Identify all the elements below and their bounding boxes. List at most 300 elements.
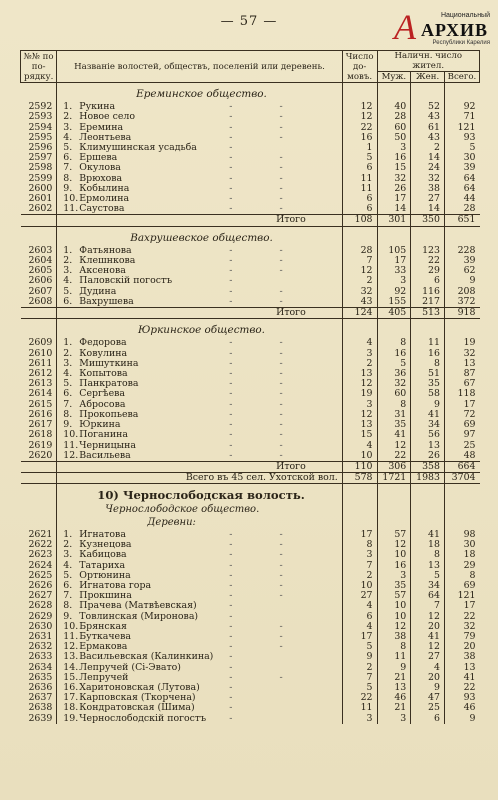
total-cell <box>444 484 479 503</box>
leader-dashes: - - <box>229 630 305 642</box>
houses-cell <box>342 83 377 103</box>
header-name: Названіе волостей, обществъ, поселеній или деревень. <box>57 51 342 83</box>
female-cell: 8 <box>411 359 445 369</box>
male-cell: 105 <box>377 246 411 256</box>
female-cell: 4 <box>411 663 445 673</box>
total-cell <box>444 226 479 246</box>
name-cell <box>57 204 342 215</box>
houses-cell: 578 <box>342 473 377 484</box>
settlement-name: Ермакова <box>79 641 128 653</box>
female-cell: 51 <box>411 369 445 379</box>
total-cell: 8 <box>469 569 476 581</box>
total-cell: 97 <box>463 429 476 441</box>
houses-cell: 15 <box>342 430 377 440</box>
settlement-name: Мишуткина <box>79 357 139 369</box>
female-cell: 47 <box>411 693 445 703</box>
houses-cell: 110 <box>342 461 377 472</box>
female-cell: 61 <box>411 123 445 133</box>
female-cell: 29 <box>411 266 445 276</box>
houses-cell: 43 <box>342 297 377 308</box>
total-cell: 71 <box>463 111 476 123</box>
num-cell: 2633 <box>21 652 57 662</box>
female-cell: 5 <box>411 571 445 581</box>
houses-cell: 2 <box>342 276 377 286</box>
male-cell <box>377 484 411 503</box>
settlement-name: Леонтьева <box>79 131 132 143</box>
houses-cell: 7 <box>342 673 377 683</box>
heading-text: Вахрушевское общество. <box>130 231 273 244</box>
male-cell: 17 <box>377 194 411 204</box>
item-index: 19. <box>63 712 79 724</box>
leader-dashes: - - <box>229 337 305 349</box>
houses-cell: 3 <box>342 714 377 724</box>
houses-cell: 28 <box>342 246 377 256</box>
total-cell: 62 <box>463 265 476 277</box>
male-cell: 32 <box>377 379 411 389</box>
item-index: 11. <box>63 203 79 215</box>
num-cell: 2625 <box>21 571 57 581</box>
male-cell: 22 <box>377 451 411 462</box>
houses-cell: 16 <box>342 133 377 143</box>
settlement-name: Буткачева <box>79 630 131 642</box>
male-cell: 60 <box>377 123 411 133</box>
item-index: 2. <box>63 255 73 267</box>
num-cell <box>21 308 57 319</box>
total-cell: 38 <box>463 651 476 663</box>
heading-text: 10) Чернослободская волость. <box>97 488 305 503</box>
total-label: Итого <box>57 215 342 226</box>
leader-dashes: - <box>229 661 255 673</box>
total-label: Всего въ 45 сел. Ухотской вол. <box>57 473 342 484</box>
item-index: 12. <box>63 641 79 653</box>
num-cell: 2635 <box>21 673 57 683</box>
houses-cell: 11 <box>342 174 377 184</box>
heading-text: Чернослободское общество. <box>105 503 260 515</box>
female-cell: 513 <box>411 308 445 319</box>
houses-cell: 2 <box>342 663 377 673</box>
settlement-name: Карповская (Ткорчена) <box>79 692 196 704</box>
archive-logo <box>392 6 492 48</box>
total-cell: 93 <box>463 692 476 704</box>
table-row <box>21 451 480 462</box>
total-cell: 5 <box>469 142 476 154</box>
female-cell <box>411 83 445 103</box>
settlement-name: Сергѣева <box>79 388 125 400</box>
female-cell <box>411 503 445 517</box>
item-index: 8. <box>63 408 73 420</box>
houses-cell: 19 <box>342 389 377 399</box>
item-index: 2. <box>63 539 73 551</box>
leader-dashes: - <box>229 712 255 724</box>
male-cell: 3 <box>377 714 411 724</box>
total-cell: 121 <box>457 590 476 602</box>
total-cell: 651 <box>444 215 479 226</box>
item-index: 3. <box>63 121 73 133</box>
female-cell: 12 <box>411 612 445 622</box>
female-cell: 64 <box>411 591 445 601</box>
female-cell: 34 <box>411 581 445 591</box>
item-index: 15. <box>63 671 79 683</box>
female-cell: 116 <box>411 287 445 297</box>
houses-cell: 5 <box>342 153 377 163</box>
male-cell: 301 <box>377 215 411 226</box>
item-index: 1. <box>63 244 73 256</box>
settlement-name: Кабицова <box>79 549 127 561</box>
item-index: 11. <box>63 630 79 642</box>
leader-dashes: - - <box>229 549 305 561</box>
leader-dashes: - <box>229 275 255 287</box>
houses-cell: 4 <box>342 338 377 348</box>
houses-cell: 3 <box>342 400 377 410</box>
item-index: 17. <box>63 692 79 704</box>
item-index: 3. <box>63 265 73 277</box>
houses-cell: 4 <box>342 622 377 632</box>
female-cell: 43 <box>411 133 445 143</box>
male-cell: 35 <box>377 420 411 430</box>
num-cell: 2615 <box>21 400 57 410</box>
name-cell <box>57 451 342 462</box>
settlement-name: Товлинская (Миронова) <box>79 610 199 622</box>
subtotal-row <box>21 215 480 226</box>
leader-dashes: - - <box>229 285 305 297</box>
female-cell: 1983 <box>411 473 445 484</box>
leader-dashes: - - <box>229 101 305 113</box>
num-cell: 2598 <box>21 163 57 173</box>
total-cell: 92 <box>463 101 476 113</box>
item-index: 4. <box>63 368 73 380</box>
num-cell: 2610 <box>21 349 57 359</box>
table-row <box>21 204 480 215</box>
male-cell: 3 <box>377 143 411 153</box>
item-index: 1. <box>63 101 73 113</box>
houses-cell: 2 <box>342 571 377 581</box>
settlement-name: Брянская <box>79 620 127 632</box>
settlement-name: Клешнкова <box>79 255 136 267</box>
female-cell: 52 <box>411 102 445 112</box>
num-cell: 2616 <box>21 410 57 420</box>
item-index: 9. <box>63 419 73 431</box>
leader-dashes: - - <box>229 569 305 581</box>
num-cell: 2623 <box>21 550 57 560</box>
houses-cell: 13 <box>342 369 377 379</box>
houses-cell <box>342 517 377 530</box>
female-cell: 16 <box>411 349 445 359</box>
houses-cell: 17 <box>342 632 377 642</box>
total-cell: 22 <box>463 681 476 693</box>
settlement-name: Игнатова гора <box>79 579 152 591</box>
male-cell: 17 <box>377 256 411 266</box>
total-cell: 30 <box>463 539 476 551</box>
num-cell: 2619 <box>21 441 57 451</box>
num-cell: 2608 <box>21 297 57 308</box>
houses-cell <box>342 226 377 246</box>
female-cell: 6 <box>411 714 445 724</box>
leader-dashes: - - <box>229 193 305 205</box>
male-cell: 50 <box>377 133 411 143</box>
male-cell: 26 <box>377 184 411 194</box>
item-index: 10. <box>63 193 79 205</box>
houses-cell: 7 <box>342 256 377 266</box>
settlement-name: Прокопьева <box>79 408 139 420</box>
settlement-name: Ковулина <box>79 347 128 359</box>
num-cell: 2628 <box>21 601 57 611</box>
houses-cell: 1 <box>342 143 377 153</box>
total-cell: 87 <box>463 368 476 380</box>
num-cell: 2597 <box>21 153 57 163</box>
total-cell: 9 <box>469 712 476 724</box>
female-cell: 350 <box>411 215 445 226</box>
total-cell: 44 <box>463 193 476 205</box>
settlement-name: Юркина <box>79 419 121 431</box>
female-cell: 38 <box>411 184 445 194</box>
settlement-name: Прокшина <box>79 590 132 602</box>
male-cell: 12 <box>377 540 411 550</box>
houses-cell: 13 <box>342 420 377 430</box>
num-cell: 2604 <box>21 256 57 266</box>
houses-cell: 4 <box>342 441 377 451</box>
female-cell: 6 <box>411 276 445 286</box>
total-cell: 79 <box>463 630 476 642</box>
num-cell: 2620 <box>21 451 57 462</box>
item-index: 12. <box>63 449 79 461</box>
item-index: 7. <box>63 398 73 410</box>
num-cell: 2632 <box>21 642 57 652</box>
item-index: 9. <box>63 610 73 622</box>
leader-dashes: - - <box>229 528 305 540</box>
name-cell <box>57 297 342 308</box>
houses-cell: 124 <box>342 308 377 319</box>
total-cell: 46 <box>463 702 476 714</box>
settlement-name: Рукина <box>79 101 116 113</box>
male-cell: 33 <box>377 266 411 276</box>
grand-total-row <box>21 473 480 484</box>
male-cell: 21 <box>377 673 411 683</box>
leader-dashes: - - <box>229 539 305 551</box>
leader-dashes: - <box>229 681 255 693</box>
header-num: №№ по по-рядку. <box>21 51 57 83</box>
num-cell: 2592 <box>21 102 57 112</box>
total-cell: 25 <box>463 439 476 451</box>
houses-cell: 12 <box>342 379 377 389</box>
total-cell: 372 <box>457 295 476 307</box>
total-cell: 64 <box>463 172 476 184</box>
num-cell <box>21 226 57 246</box>
total-cell <box>444 319 479 339</box>
leader-dashes: - - <box>229 419 305 431</box>
total-cell: 69 <box>463 579 476 591</box>
volost-heading <box>21 484 480 503</box>
num-cell: 2596 <box>21 143 57 153</box>
leader-dashes: - - <box>229 388 305 400</box>
houses-cell: 6 <box>342 194 377 204</box>
leader-dashes: - - <box>229 347 305 359</box>
male-cell: 8 <box>377 338 411 348</box>
settlement-name: Врюхова <box>79 172 123 184</box>
total-cell: 3704 <box>444 473 479 484</box>
female-cell: 22 <box>411 256 445 266</box>
male-cell: 16 <box>377 153 411 163</box>
leader-dashes: - - <box>229 111 305 123</box>
total-cell <box>444 503 479 517</box>
leader-dashes: - - <box>229 121 305 133</box>
num-cell: 2599 <box>21 174 57 184</box>
logo-line3: Республики Карелия <box>432 40 490 46</box>
male-cell: 16 <box>377 561 411 571</box>
settlement-name: Кобылина <box>79 182 130 194</box>
num-cell: 2612 <box>21 369 57 379</box>
female-cell: 358 <box>411 461 445 472</box>
female-cell: 7 <box>411 601 445 611</box>
male-cell: 306 <box>377 461 411 472</box>
male-cell <box>377 503 411 517</box>
item-index: 5. <box>63 378 73 390</box>
item-index: 7. <box>63 590 73 602</box>
settlement-name: Игнатова <box>79 528 126 540</box>
houses-cell: 4 <box>342 601 377 611</box>
num-cell: 2622 <box>21 540 57 550</box>
houses-cell: 22 <box>342 693 377 703</box>
total-cell: 41 <box>463 671 476 683</box>
num-cell: 2631 <box>21 632 57 642</box>
item-index: 5. <box>63 285 73 297</box>
houses-cell: 10 <box>342 451 377 462</box>
num-cell: 2605 <box>21 266 57 276</box>
male-cell: 155 <box>377 297 411 308</box>
heading-text: Деревни: <box>147 516 196 528</box>
female-cell: 217 <box>411 297 445 308</box>
num-cell <box>21 503 57 517</box>
num-cell <box>21 473 57 484</box>
num-cell: 2601 <box>21 194 57 204</box>
leader-dashes: - - <box>229 368 305 380</box>
subtotal-row <box>21 308 480 319</box>
houses-cell: 6 <box>342 163 377 173</box>
leader-dashes: - - <box>229 295 305 307</box>
num-cell: 2614 <box>21 389 57 399</box>
houses-cell: 6 <box>342 204 377 215</box>
header-total: Всего. <box>444 72 479 83</box>
total-cell: 67 <box>463 378 476 390</box>
total-label: Итого <box>57 308 342 319</box>
leader-dashes: - - <box>229 182 305 194</box>
houses-cell: 12 <box>342 102 377 112</box>
houses-cell: 22 <box>342 123 377 133</box>
num-cell: 2621 <box>21 530 57 540</box>
settlement-name: Федорова <box>79 337 127 349</box>
leader-dashes: - <box>229 692 255 704</box>
total-cell: 13 <box>463 357 476 369</box>
male-cell <box>377 226 411 246</box>
male-cell: 28 <box>377 112 411 122</box>
leader-dashes: - - <box>229 641 305 653</box>
houses-cell: 5 <box>342 683 377 693</box>
houses-cell: 27 <box>342 591 377 601</box>
item-index: 4. <box>63 275 73 287</box>
male-cell: 3 <box>377 276 411 286</box>
houses-cell: 12 <box>342 410 377 420</box>
settlement-name: Абросова <box>79 398 126 410</box>
item-index: 1. <box>63 337 73 349</box>
total-cell: 28 <box>463 203 476 215</box>
item-index: 10. <box>63 429 79 441</box>
settlement-name: Татариха <box>79 559 126 571</box>
num-cell: 2594 <box>21 123 57 133</box>
settlement-name: Черницына <box>79 439 136 451</box>
num-cell: 2603 <box>21 246 57 256</box>
num-cell: 2606 <box>21 276 57 286</box>
houses-cell: 11 <box>342 184 377 194</box>
section-heading <box>21 319 480 339</box>
settlement-name: Климушинская усадьба <box>79 142 197 154</box>
settlement-name: Поганина <box>79 429 128 441</box>
item-index: 8. <box>63 172 73 184</box>
female-cell: 13 <box>411 561 445 571</box>
male-cell: 13 <box>377 683 411 693</box>
male-cell: 57 <box>377 591 411 601</box>
leader-dashes: - - <box>229 449 305 461</box>
male-cell: 10 <box>377 612 411 622</box>
num-cell: 2627 <box>21 591 57 601</box>
table-row <box>21 297 480 308</box>
female-cell: 14 <box>411 153 445 163</box>
leader-dashes: - - <box>229 244 305 256</box>
leader-dashes: - - <box>229 203 305 215</box>
num-cell <box>21 215 57 226</box>
num-cell: 2595 <box>21 133 57 143</box>
female-cell: 58 <box>411 389 445 399</box>
total-cell: 69 <box>463 419 476 431</box>
houses-cell: 3 <box>342 349 377 359</box>
item-index: 6. <box>63 152 73 164</box>
male-cell: 1721 <box>377 473 411 484</box>
female-cell: 11 <box>411 338 445 348</box>
female-cell: 56 <box>411 430 445 440</box>
female-cell: 9 <box>411 683 445 693</box>
male-cell: 21 <box>377 703 411 713</box>
total-cell: 17 <box>463 398 476 410</box>
table-row <box>21 714 480 724</box>
houses-cell: 12 <box>342 112 377 122</box>
female-cell <box>411 484 445 503</box>
female-cell: 9 <box>411 400 445 410</box>
heading-text: Ереминское общество. <box>136 88 267 100</box>
male-cell: 12 <box>377 622 411 632</box>
total-cell: 228 <box>457 244 476 256</box>
male-cell: 46 <box>377 693 411 703</box>
male-cell: 10 <box>377 550 411 560</box>
male-cell: 57 <box>377 530 411 540</box>
heading-text: Юркинское общество. <box>138 324 265 337</box>
total-cell: 13 <box>463 661 476 673</box>
female-cell: 12 <box>411 642 445 652</box>
leader-dashes: - - <box>229 590 305 602</box>
logo-letter: А <box>394 7 416 47</box>
section-heading <box>21 83 480 103</box>
settlement-name: Ершева <box>79 152 118 164</box>
settlement-name: Новое село <box>79 111 135 123</box>
male-cell: 35 <box>377 581 411 591</box>
settlement-name: Саустова <box>79 203 125 215</box>
total-cell: 32 <box>463 347 476 359</box>
settlement-name: Прачева (Матвѣевская) <box>79 600 197 612</box>
settlement-name: Кондратовская (Шима) <box>79 702 195 714</box>
settlement-name: Дудина <box>79 285 117 297</box>
settlement-name: Окулова <box>79 162 121 174</box>
female-cell: 2 <box>411 143 445 153</box>
female-cell: 27 <box>411 652 445 662</box>
num-cell: 2613 <box>21 379 57 389</box>
male-cell: 38 <box>377 632 411 642</box>
